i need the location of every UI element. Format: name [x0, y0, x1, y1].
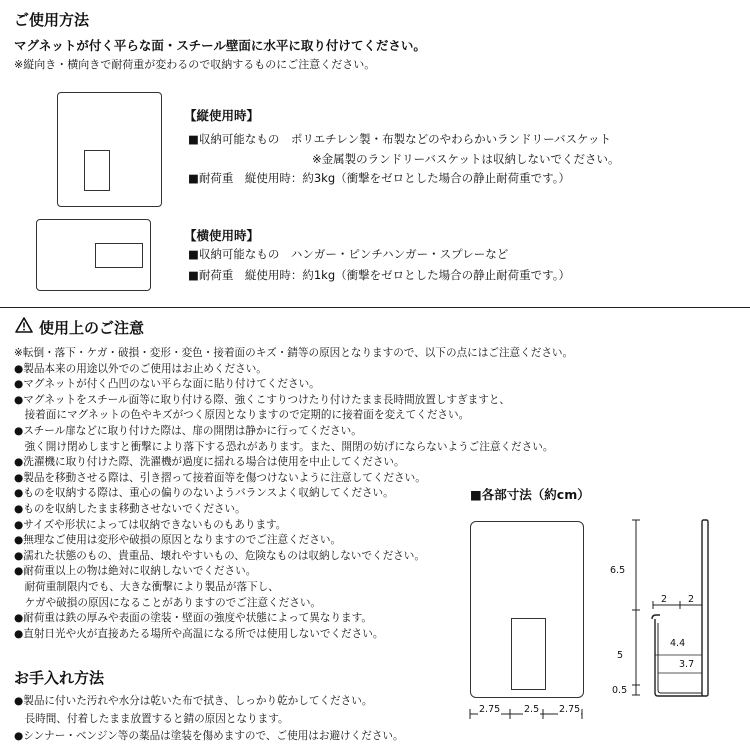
caution-line: ●ものを収納したまま移動させないでください。 — [14, 503, 246, 515]
usage-title: ご使用方法 — [14, 11, 90, 29]
vertical-use-illustration — [57, 92, 162, 207]
horizontal-items: ■収納可能なもの ハンガー・ピンチハンガー・スプレーなど — [188, 247, 509, 261]
dim-bottom-right: 2.75 — [559, 704, 581, 715]
side-view-diagram — [630, 515, 720, 705]
horizontal-use-illustration — [36, 219, 151, 291]
dim-side-inner-upper: 4.4 — [670, 638, 686, 649]
horizontal-heading: 【横使用時】 — [184, 228, 260, 243]
caution-line: 耐荷重制限内でも、大きな衝撃により製品が落下し、 — [14, 581, 279, 593]
dim-side-inner-lower: 3.7 — [679, 659, 695, 670]
vertical-load: ■耐荷重 縦使用時：約3kg（衝撃をゼロとした場合の静止耐荷重です。） — [188, 171, 570, 185]
care-line: 長時間、付着したまま放置すると錆の原因となります。 — [14, 713, 289, 725]
caution-line: ケガや破損の原因になることがありますのでご注意ください。 — [14, 596, 322, 609]
vertical-items: ■収納可能なもの ポリエチレン製・布製などのやわらかいランドリーバスケット — [188, 132, 611, 146]
caution-line: ●マグネットをスチール面等に取り付ける際、強くこすりつけたり付けたまま長時間放置しすぎますと、 — [14, 393, 511, 406]
warning-icon — [15, 317, 33, 333]
usage-subtitle: マグネットが付く平らな面・スチール壁面に水平に取り付けてください。 — [14, 38, 426, 53]
caution-line: ●洗濯機に取り付けた際、洗濯機が過度に揺れる場合は使用を中止してください。 — [14, 456, 405, 469]
dim-side-base: 0.5 — [612, 685, 628, 696]
dimensions-title: ■各部寸法（約cm） — [470, 487, 590, 502]
caution-line: ●無理なご使用は変形や破損の原因となりますのでご注意ください。 — [14, 534, 342, 547]
dim-bottom-left: 2.75 — [479, 704, 501, 715]
vertical-basket-area — [84, 150, 110, 191]
horizontal-basket-area — [95, 243, 143, 268]
caution-line: ●スチール扉などに取り付けた際は、扉の開閉は静かに行ってください。 — [14, 425, 362, 437]
caution-line: 強く開け閉めしますと衝撃により落下する恐れがあります。また、開閉の妨げにならないようご注意ください。 — [14, 440, 554, 453]
dim-side-top-right: 2 — [688, 594, 695, 605]
vertical-items-note: ※金属製のランドリーバスケットは収納しないでください。 — [312, 152, 620, 166]
caution-line: ●製品を移動させる際は、引き摺って接着面等を傷つけないように注意してください。 — [14, 471, 426, 484]
caution-line: ●耐荷重以上の物は絶対に収納しないでください。 — [14, 565, 257, 578]
horizontal-load: ■耐荷重 縦使用時：約1kg（衝撃をゼロとした場合の静止耐荷重です。） — [188, 268, 570, 282]
front-view-diagram — [470, 521, 584, 698]
vertical-heading: 【縦使用時】 — [184, 108, 260, 123]
usage-note: ※縦向き・横向きで耐荷重が変わるので収納するものにご注意ください。 — [14, 58, 376, 71]
caution-title: 使用上のご注意 — [39, 319, 145, 337]
caution-line: ※転倒・落下・ケガ・破損・変形・変色・接着面のキズ・錆等の原因となりますので、以下の点にはご注意ください。 — [14, 347, 574, 359]
caution-line: ●濡れた状態のもの、貴重品、壊れやすいもの、危険なものは収納しないでください。 — [14, 549, 425, 562]
caution-line: ●直射日光や火が直接あたる場所や高温になる所では使用しないでください。 — [14, 627, 384, 640]
caution-line: ●サイズや形状によっては収納できないものもあります。 — [14, 518, 287, 531]
dim-bottom-middle: 2.5 — [524, 704, 540, 715]
caution-line: ●製品本来の用途以外でのご使用はお止めください。 — [14, 362, 267, 375]
section-divider — [0, 307, 750, 308]
dim-side-height: 6.5 — [610, 565, 626, 576]
dim-side-top-left: 2 — [661, 594, 668, 605]
care-title: お手入れ方法 — [14, 669, 105, 687]
caution-line: 接着面にマグネットの色やキズがつく原因となりますので定期的に接着面を変えてください。 — [14, 409, 470, 422]
caution-line: ●ものを収納する際は、重心の偏りのないようバランスよく収納してください。 — [14, 487, 394, 500]
caution-line: ●マグネットが付く凸凹のない平らな面に貼り付けてください。 — [14, 378, 320, 391]
caution-line: ●耐荷重は鉄の厚みや表面の塗装・壁面の強度や状態によって異なります。 — [14, 612, 372, 625]
dim-side-tray-height: 5 — [617, 650, 624, 661]
front-view-opening — [511, 618, 546, 690]
care-line: ●製品に付いた汚れや水分は乾いた布で拭き、しっかり乾かしてください。 — [14, 695, 373, 707]
care-line: ●シンナー・ベンジン等の薬品は塗装を傷めますので、ご使用はお避けください。 — [14, 730, 404, 742]
